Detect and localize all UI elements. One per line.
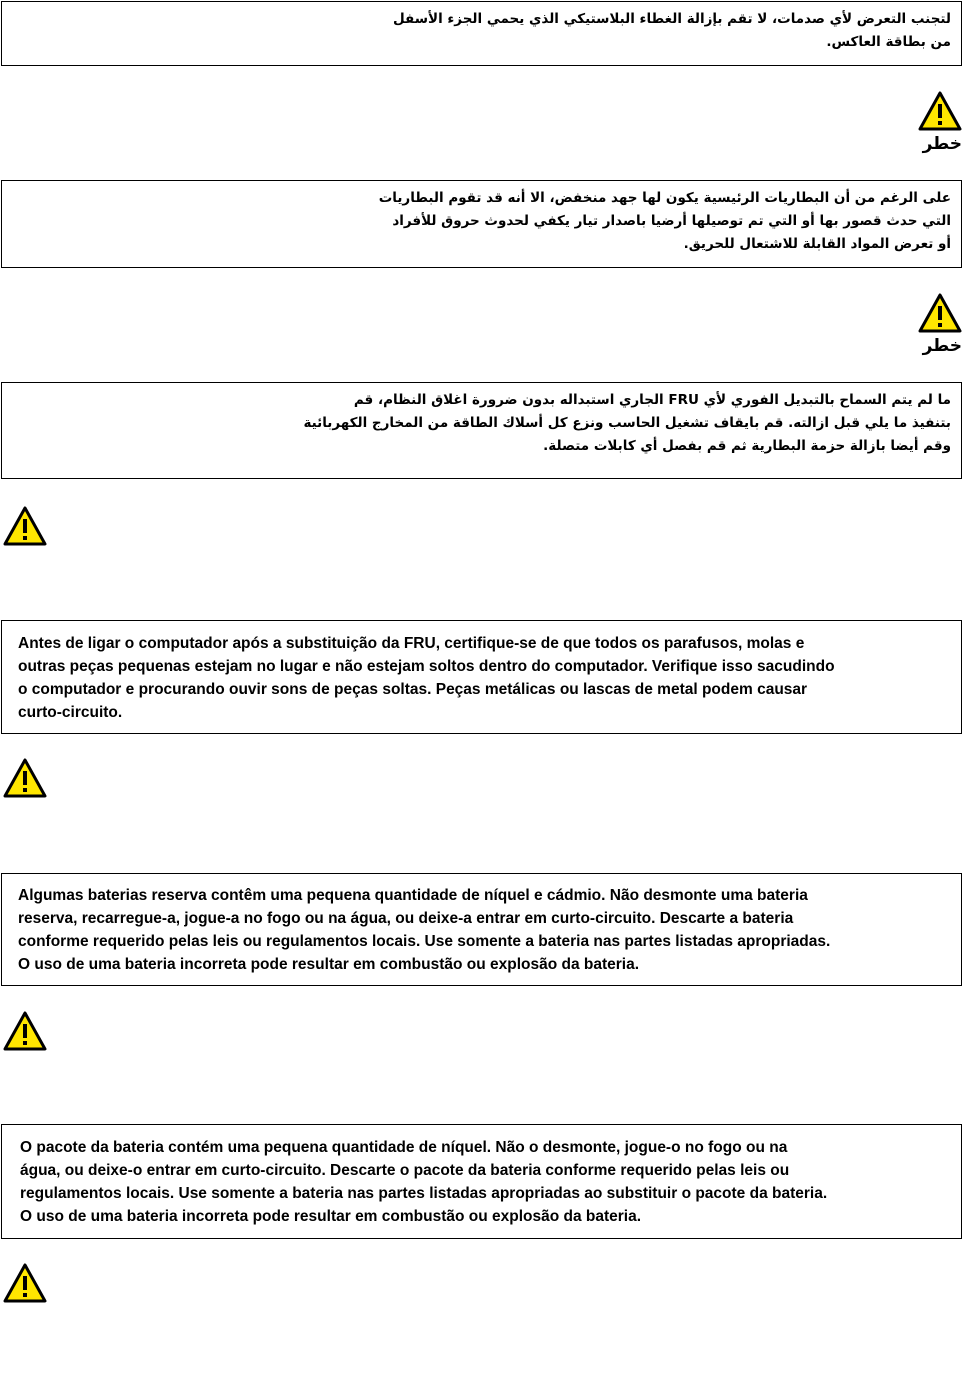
notice-line: Algumas baterias reserva contêm uma pequena quantidade de níquel e cádmio. Não desmonte uma bateria	[18, 887, 808, 904]
danger-heading: خطر	[922, 134, 962, 154]
warning-triangle-icon	[3, 1011, 47, 1051]
warning-triangle-icon	[3, 758, 47, 798]
notice-line: التي حدث قصور بها أو التي تم توصيلها أرضيا باصدار تيار يكفي لحدوث حروق للأفراد	[392, 213, 951, 229]
arabic-notice-battery-current	[1, 180, 962, 268]
notice-line: Antes de ligar o computador após a substituição da FRU, certifique-se de que todos os parafusos, molas e	[18, 635, 805, 652]
notice-line: O pacote da bateria contém uma pequena quantidade de níquel. Não o desmonte, jogue-o no fogo ou na	[20, 1139, 788, 1156]
notice-line: O uso de uma bateria incorreta pode resultar em combustão ou explosão da bateria.	[18, 956, 640, 973]
notice-line: reserva, recarregue-a, jogue-a no fogo ou na água, ou deixe-a entrar em curto-circuito. Descarte a bateria	[18, 910, 794, 927]
notice-line: O uso de uma bateria incorreta pode resultar em combustão ou explosão da bateria.	[20, 1208, 642, 1225]
arabic-notice-fru-replacement	[1, 382, 962, 479]
notice-line: conforme requerido pelas leis ou regulamentos locais. Use somente a bateria nas partes listadas apropriadas.	[18, 933, 831, 950]
arabic-notice-inverter-card	[1, 1, 962, 66]
danger-heading: خطر	[922, 336, 962, 356]
notice-line: أو تعرض المواد القابلة للاشتعال للحريق.	[683, 236, 951, 252]
notice-line: outras peças pequenas estejam no lugar e não estejam soltos dentro do computador. Verifique isso sacudindo	[18, 658, 835, 675]
notice-line: لتجنب التعرض لأي صدمات، لا تقم بإزالة الغطاء البلاستيكي الذي يحمي الجزء الأسفل	[392, 11, 951, 27]
warning-triangle-icon	[3, 506, 47, 546]
notice-line: من بطاقة العاكس.	[826, 34, 951, 50]
portuguese-notice-loose-parts	[1, 620, 962, 734]
notice-line: بتنفيذ ما يلي قبل ازالته. قم بايقاف تشغيل الحاسب ونزع كل أسلاك الطاقة من المخارج الكهربائية	[303, 415, 951, 431]
notice-line: على الرغم من أن البطاريات الرئيسية يكون لها جهد منخفض، الا أنه قد تقوم البطاريات	[378, 190, 951, 206]
notice-line: o computador e procurando ouvir sons de peças soltas. Peças metálicas ou lascas de metal podem causar	[18, 681, 808, 698]
portuguese-notice-battery-pack	[1, 1124, 962, 1239]
notice-line: água, ou deixe-o entrar em curto-circuito. Descarte o pacote da bateria conforme requerido pelas leis ou	[20, 1162, 790, 1179]
portuguese-notice-backup-battery	[1, 873, 962, 986]
notice-line: regulamentos locais. Use somente a bateria nas partes listadas apropriadas ao substituir o pacote da bateria.	[20, 1185, 828, 1202]
warning-triangle-icon	[3, 1263, 47, 1303]
warning-triangle-icon	[918, 91, 962, 131]
notice-line: وقم أيضا بازالة حزمة البطارية ثم قم بفصل أي كابلات متصلة.	[543, 438, 951, 454]
warning-triangle-icon	[918, 293, 962, 333]
notice-line: curto-circuito.	[18, 704, 123, 721]
notice-line: ما لم يتم السماح بالتبديل الفوري لأي FRU الجاري استبداله بدون ضرورة اغلاق النظام، قم	[353, 392, 951, 408]
